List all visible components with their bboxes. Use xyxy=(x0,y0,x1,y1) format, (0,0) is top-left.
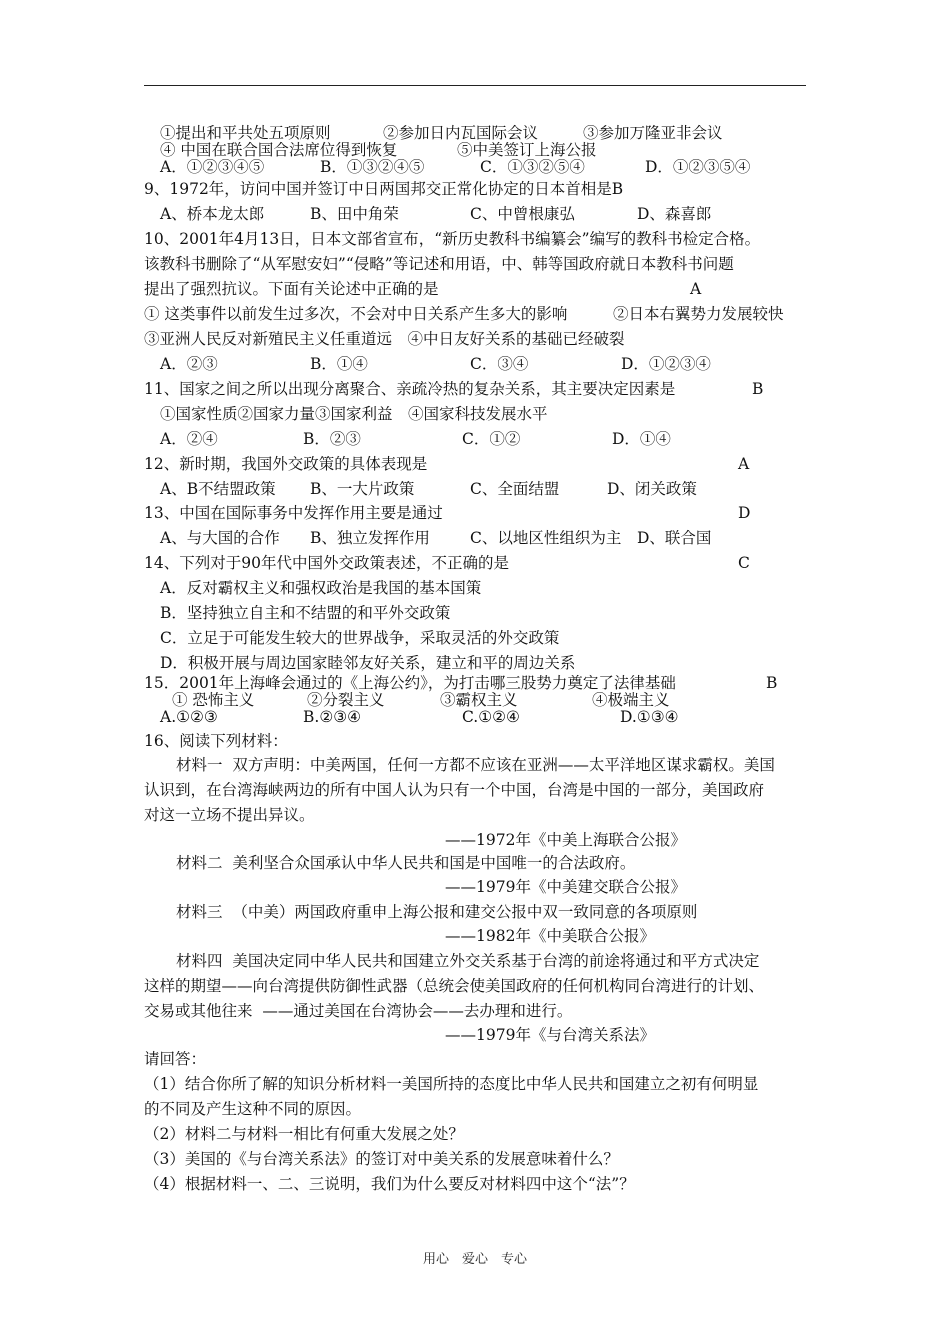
q15-choice: B.②③④ xyxy=(303,708,362,726)
material-1: 对这一立场不提出异议。 xyxy=(144,806,315,824)
q9-choice: D、森喜郎 xyxy=(637,205,712,223)
q13-choice: D、联合国 xyxy=(637,529,712,547)
q10-stem: 提出了强烈抗议。下面有关论述中正确的是 xyxy=(144,280,439,298)
q10-stem: 10、2001年4月13日，日本文部省宣布，“新历史教科书编纂会”编写的教科书检定合格。 xyxy=(144,230,761,248)
material-1-source: ——1972年《中美上海联合公报》 xyxy=(445,831,686,849)
sub-question: （3）美国的《与台湾关系法》的签订对中美关系的发展意味着什么？ xyxy=(144,1150,619,1168)
q10-statement: ① 这类事件以前发生过多次，不会对中日关系产生多大的影响 xyxy=(144,305,568,323)
material-1: 材料一 双方声明：中美两国，任何一方都不应该在亚洲——太平洋地区谋求霸权。美国 xyxy=(176,756,775,774)
material-1: 认识到，在台湾海峡两边的所有中国人认为只有一个中国，台湾是中国的一部分，美国政府 xyxy=(144,781,765,799)
q15-statement: ②分裂主义 xyxy=(307,691,385,709)
q10-choice: A．②③ xyxy=(160,355,218,373)
q16-stem: 16、阅读下列材料： xyxy=(144,732,288,750)
q11-choice: A．②④ xyxy=(160,430,218,448)
q8-choice: C．①③②⑤④ xyxy=(480,158,585,176)
q11-stem: 11、国家之间之所以出现分离聚合、亲疏冷热的复杂关系，其主要决定因素是 xyxy=(144,380,676,398)
material-3-source: ——1982年《中美联合公报》 xyxy=(445,927,655,945)
q14-choice: A．反对霸权主义和强权政治是我国的基本国策 xyxy=(160,579,482,597)
q8-option: ②参加日内瓦国际会议 xyxy=(383,124,539,142)
q11-choice: D．①④ xyxy=(612,430,671,448)
sub-question: 的不同及产生这种不同的原因。 xyxy=(144,1100,362,1118)
sub-question: （4）根据材料一、二、三说明，我们为什么要反对材料四中这个“法”？ xyxy=(144,1175,635,1193)
q11-answer: B xyxy=(752,380,764,398)
q8-option: ③参加万隆亚非会议 xyxy=(583,124,723,142)
q12-stem: 12、新时期，我国外交政策的具体表现是 xyxy=(144,455,428,473)
q11-statement: ①国家性质②国家力量③国家利益 ④国家科技发展水平 xyxy=(160,405,548,423)
q14-choice: C．立足于可能发生较大的世界战争，采取灵活的外交政策 xyxy=(160,629,560,647)
q10-choice: D．①②③④ xyxy=(621,355,711,373)
q12-choice: C、全面结盟 xyxy=(470,480,560,498)
header-rule xyxy=(144,85,806,86)
q15-choice: C.①②④ xyxy=(462,708,520,726)
q9-choice: C、中曾根康弘 xyxy=(470,205,575,223)
q10-stem: 该教科书删除了“从军慰安妇”“侵略”等记述和用语，中、韩等国政府就日本教科书问题 xyxy=(144,255,734,273)
q10-choice: C．③④ xyxy=(470,355,529,373)
material-4: 这样的期望——向台湾提供防御性武器（总统会使美国政府的任何机构同台湾进行的计划、 xyxy=(144,977,765,995)
q15-statement: ④极端主义 xyxy=(592,691,670,709)
material-4-source: ——1979年《与台湾关系法》 xyxy=(445,1026,655,1044)
q14-answer: C xyxy=(738,554,750,572)
q11-choice: B．②③ xyxy=(303,430,361,448)
q11-choice: C．①② xyxy=(462,430,521,448)
page-footer: 用心 爱心 专心 xyxy=(422,1252,527,1267)
q14-choice: D．积极开展与周边国家睦邻友好关系，建立和平的周边关系 xyxy=(160,654,576,672)
material-4: 材料四 美国决定同中华人民共和国建立外交关系基于台湾的前途将通过和平方式决定 xyxy=(176,952,760,970)
q13-answer: D xyxy=(738,504,751,522)
material-3: 材料三 （中美）两国政府重申上海公报和建交公报中双一致同意的各项原则 xyxy=(176,903,698,921)
q10-statement: ③亚洲人民反对新殖民主义任重道远 ④中日友好关系的基础已经破裂 xyxy=(144,330,625,348)
q8-choice: A．①②③④⑤ xyxy=(160,158,265,176)
q9-choice: B、田中角荣 xyxy=(310,205,399,223)
q15-statement: ③霸权主义 xyxy=(440,691,518,709)
material-2: 材料二 美利坚合众国承认中华人民共和国是中国唯一的合法政府。 xyxy=(176,854,636,872)
q13-stem: 13、中国在国际事务中发挥作用主要是通过 xyxy=(144,504,443,522)
q13-choice: A、与大国的合作 xyxy=(160,529,280,547)
q8-choice: D．①②③⑤④ xyxy=(645,158,751,176)
q12-answer: A xyxy=(738,455,750,473)
q14-stem: 14、下列对于90年代中国外交政策表述，不正确的是 xyxy=(144,554,509,572)
answer-prompt: 请回答： xyxy=(144,1050,207,1068)
material-4: 交易或其他往来 ——通过美国在台湾协会——去办理和进行。 xyxy=(144,1002,573,1020)
q12-choice: B、一大片政策 xyxy=(310,480,415,498)
q12-choice: D、闭关政策 xyxy=(607,480,697,498)
q14-choice: B．坚持独立自主和不结盟的和平外交政策 xyxy=(160,604,451,622)
q8-choice: B．①③②④⑤ xyxy=(320,158,425,176)
q13-choice: C、以地区性组织为主 xyxy=(470,529,622,547)
sub-question: （2）材料二与材料一相比有何重大发展之处？ xyxy=(144,1125,464,1143)
q8-option: ①提出和平共处五项原则 xyxy=(160,124,331,142)
q9-choice: A、桥本龙太郎 xyxy=(160,205,265,223)
q10-statement: ②日本右翼势力发展较快 xyxy=(613,305,784,323)
q9-stem: 9、1972年，访问中国并签订中日两国邦交正常化协定的日本首相是B xyxy=(144,180,624,198)
q10-answer: A xyxy=(690,280,702,298)
q13-choice: B、独立发挥作用 xyxy=(310,529,430,547)
q12-choice: A、B不结盟政策 xyxy=(160,480,276,498)
q15-stem: 15．2001年上海峰会通过的《上海公约》，为打击哪三股势力奠定了法律基础 xyxy=(144,674,676,692)
q8-option: ⑤中美签订上海公报 xyxy=(457,141,597,159)
q15-answer: B xyxy=(766,674,778,692)
q8-option: ④ 中国在联合国合法席位得到恢复 xyxy=(160,141,398,159)
q10-choice: B．①④ xyxy=(310,355,368,373)
q15-choice: A.①②③ xyxy=(160,708,218,726)
q15-choice: D.①③④ xyxy=(620,708,679,726)
q15-statement: ① 恐怖主义 xyxy=(172,691,255,709)
material-2-source: ——1979年《中美建交联合公报》 xyxy=(445,878,686,896)
sub-question: （1）结合你所了解的知识分析材料一美国所持的态度比中华人民共和国建立之初有何明显 xyxy=(144,1075,759,1093)
